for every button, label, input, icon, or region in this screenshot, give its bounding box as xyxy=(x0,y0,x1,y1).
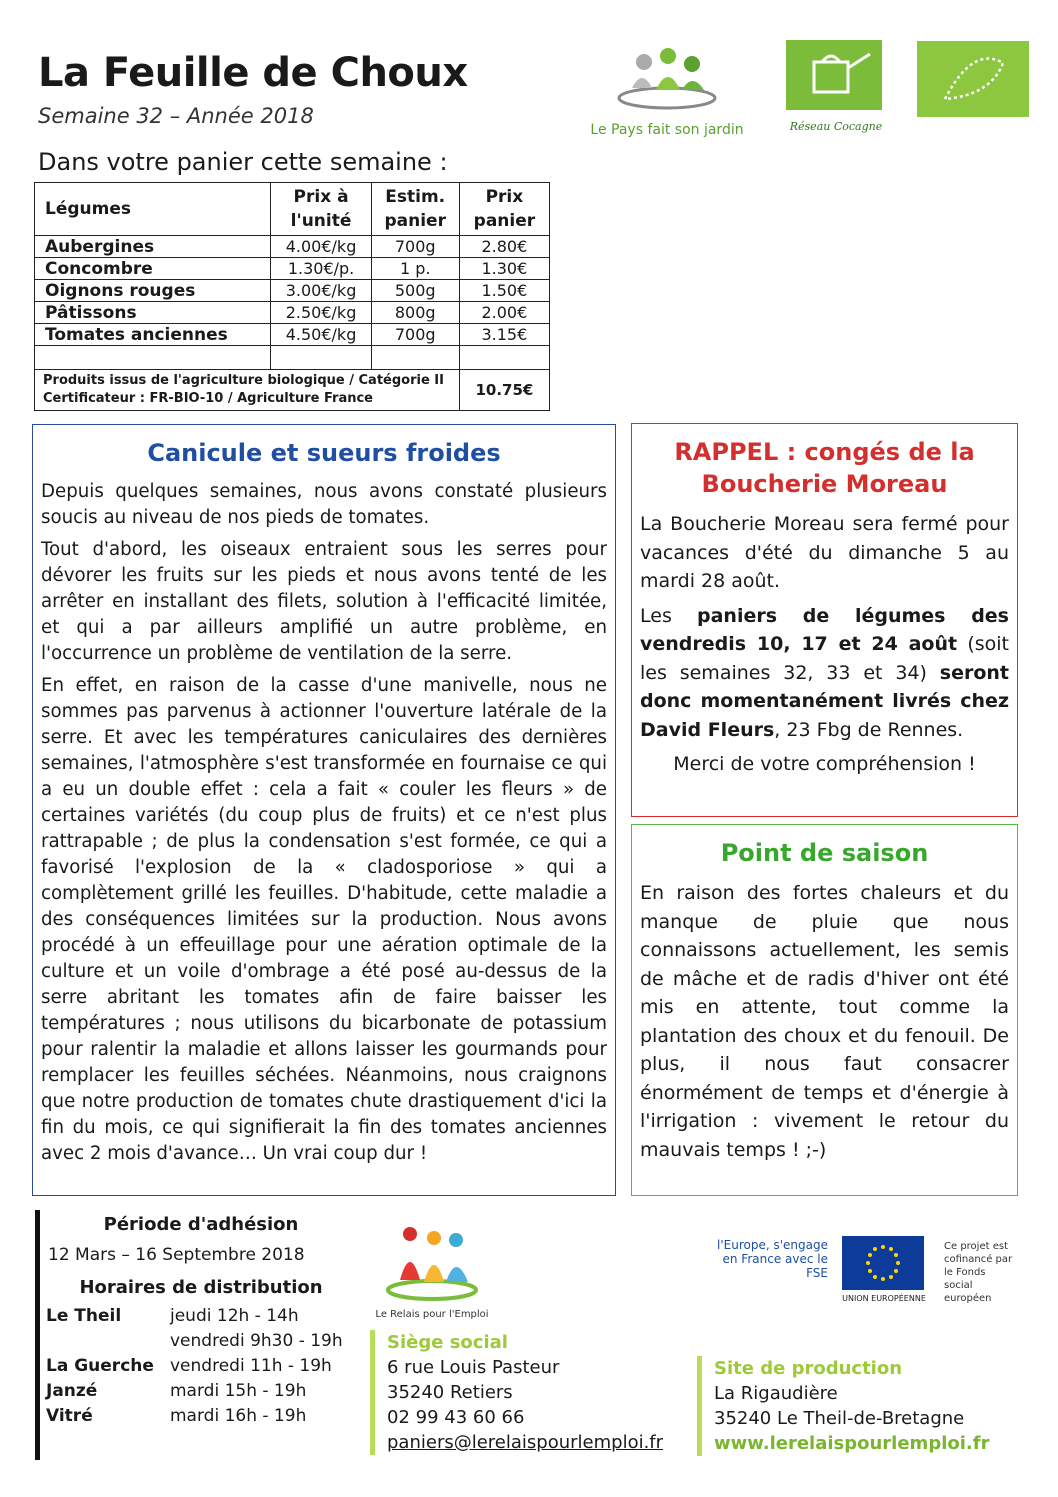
table-row: Concombre 1.30€/p. 1 p. 1.30€ xyxy=(35,258,550,280)
article-saison-title: Point de saison xyxy=(720,839,929,867)
period-dates: 12 Mars – 16 Septembre 2018 xyxy=(48,1245,305,1265)
article-rappel xyxy=(631,423,1018,817)
reseau-cocagne-logo: Réseau Cocagne xyxy=(786,40,886,140)
schedule-row: La Guerche vendredi 11h - 19h xyxy=(46,1356,332,1376)
footer-divider xyxy=(35,1210,40,1460)
eu-flag-logo: UNION EUROPÉENNE xyxy=(842,1236,926,1306)
certification-note: Produits issus de l'agriculture biologique / Catégorie II Certificateur : FR-BIO-10 / Agriculture France xyxy=(35,370,460,411)
article-canicule-title: Canicule et sueurs froides xyxy=(147,439,501,467)
website-link[interactable]: www.lerelaispourlemploi.fr xyxy=(714,1433,990,1454)
schedule-row: Le Theil jeudi 12h - 14h vendredi 9h30 - 19h xyxy=(46,1306,343,1351)
table-footer-row xyxy=(35,370,550,411)
siege-social: Siège social 6 rue Louis Pasteur 35240 Retiers 02 99 43 60 66 paniers@lerelaispourlemploi.fr xyxy=(370,1330,663,1455)
footer-schedule xyxy=(46,1214,346,1429)
siege-phone: 02 99 43 60 66 xyxy=(387,1407,525,1428)
merci-note: Merci de votre compréhension ! xyxy=(673,753,976,775)
table-row: Oignons rouges 3.00€/kg 500g 1.50€ xyxy=(35,280,550,302)
article-paragraph: En raison des fortes chaleurs et du manque de pluie que nous connaissons actuellement, les semis de mâche et de radis d'hiver ont été mis en attente, tout comme la plantation des choux et du fenouil. De plus, il nous faut consacrer énormément de temps et d'énergie à l'irrigation : vivement le retour du mauvais temps ! ;-) xyxy=(640,882,1009,1161)
fse-note: Ce projet est cofinancé par le Fonds social européen xyxy=(944,1241,1013,1304)
table-row: Aubergines 4.00€/kg 700g 2.80€ xyxy=(35,236,550,258)
europe-sengage-logo: l'Europe, s'engage en France avec le FSE xyxy=(717,1238,828,1280)
basket-heading: Dans votre panier cette semaine : xyxy=(38,148,448,176)
schedule-row: Janzé mardi 15h - 19h xyxy=(46,1381,307,1401)
table-header-row xyxy=(35,183,550,236)
period-title: Période d'adhésion xyxy=(103,1214,299,1235)
site-production: Site de production La Rigaudière 35240 Le Theil-de-Bretagne www.lerelaispourlemploi.fr xyxy=(697,1356,989,1456)
siege-email-link[interactable]: paniers@lerelaispourlemploi.fr xyxy=(387,1432,664,1453)
article-paragraph: Les paniers de légumes des vendredis 10, 17 et 24 août (soit les semaines 32, 33 et 34) seront donc momentanément livrés chez David Fleurs, 23 Fbg de Rennes. xyxy=(640,604,1009,741)
col-prix-unite: Prix à l'unité xyxy=(271,183,371,236)
basket-total: 10.75€ xyxy=(459,370,549,411)
table-empty-row xyxy=(35,346,550,370)
newsletter-title: La Feuille de Choux xyxy=(38,50,468,96)
table-row: Tomates anciennes 4.50€/kg 700g 3.15€ xyxy=(35,324,550,346)
article-saison xyxy=(631,824,1018,1196)
relais-pour-emploi-logo: Le Relais pour l'Emploi xyxy=(372,1220,492,1320)
article-paragraph: Depuis quelques semaines, nous avons constaté plusieurs soucis au niveau de nos pieds de tomates. xyxy=(41,481,607,528)
article-paragraph: Tout d'abord, les oiseaux entraient sous les serres pour dévorer les fruits sur les pieds et nous avons tenté de les arrêter en installant des filets, solution à l'efficacité limitée, et qui a par ailleurs amplifié un autre problème, en l'occurrence un problème de ventilation de la serre. xyxy=(41,539,607,664)
col-estim-panier: Estim. panier xyxy=(371,183,459,236)
article-rappel-title: RAPPEL : congés de la Boucherie Moreau xyxy=(674,438,975,498)
article-paragraph: En effet, en raison de la casse d'une manivelle, nous ne sommes pas parvenus à actionner l'ouverture latérale de la serre. Et avec les températures caniculaires des dernières semaines, l'atmosphère s'est transformée en fournaise ce qui a eu un double effet : cela a fait « couler les fleurs » de certaines variétés (du coup plus de fruits) et ce n'est plus rattrapable ; de plus la condensation s'est formée, ce qui a favorisé l'explosion de la « cladosporiose » qui a complètement grillé les feuilles. D'habitude, cette maladie a des conséquences limitées sur la production. Nous avons procédé à un effeuillage pour une aération optimale de la culture et un voile d'ombrage a été posé au-dessus de la serre abritant les tomates afin de faire baisser les températures ; nous utilisons du bicarbonate de potassium pour ralentir la maladie et allons laisser les gourmands pour remplacer les feuilles séchées. Néanmoins, nous craignons que notre production de tomates chute drastiquement d'ici la fin du mois, ce qui signifierait la fin des tomates anciennes avec 2 mois d'avance… Un vrai coup dur ! xyxy=(41,675,607,1164)
newsletter-subtitle: Semaine 32 – Année 2018 xyxy=(38,104,314,128)
hours-title: Horaires de distribution xyxy=(79,1277,323,1298)
pays-fait-son-jardin-logo: Le Pays fait son jardin xyxy=(582,38,752,138)
article-paragraph: La Boucherie Moreau sera fermé pour vacances d'été du dimanche 5 au mardi 28 août. xyxy=(640,513,1009,592)
article-canicule xyxy=(32,424,616,1196)
col-legumes: Légumes xyxy=(35,183,271,236)
schedule-row: Vitré mardi 16h - 19h xyxy=(46,1406,307,1426)
basket-table xyxy=(34,182,550,411)
col-prix-panier: Prix panier xyxy=(459,183,549,236)
eu-organic-leaf-logo xyxy=(917,41,1029,117)
table-row: Pâtissons 2.50€/kg 800g 2.00€ xyxy=(35,302,550,324)
